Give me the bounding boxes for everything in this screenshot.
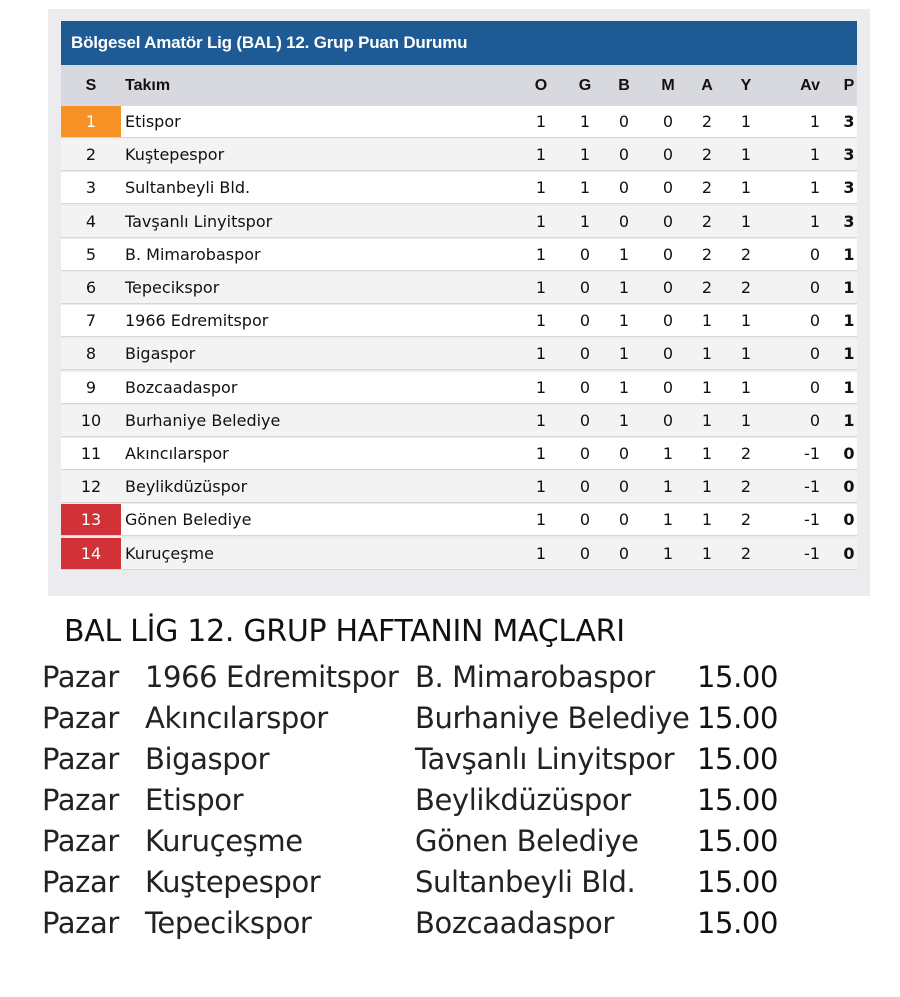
team-name: B. Mimarobaspor [125, 244, 261, 264]
goals-for-cell: 1 [701, 543, 713, 563]
lost-cell: 0 [662, 311, 674, 331]
points-cell: 1 [843, 311, 855, 331]
points-cell: 1 [843, 344, 855, 364]
lost-cell: 0 [662, 178, 674, 198]
lost-cell: 0 [662, 344, 674, 364]
col-header-goals-for: A [701, 77, 713, 94]
drawn-cell: 0 [618, 145, 630, 165]
table-row [61, 504, 857, 536]
match-row [0, 783, 900, 824]
won-cell: 1 [579, 145, 591, 165]
home-team: Kuruçeşme [145, 824, 303, 858]
goal-diff-cell: 1 [809, 211, 820, 231]
points-cell: 1 [843, 244, 855, 264]
table-row [61, 106, 857, 138]
goals-for-cell: 2 [701, 211, 713, 231]
home-team: Akıncılarspor [145, 701, 328, 735]
won-cell: 0 [579, 444, 591, 463]
match-day: Pazar [42, 783, 119, 817]
match-time: 15.00 [697, 742, 779, 776]
rank-cell: 5 [85, 244, 97, 264]
team-name: Sultanbeyli Bld. [125, 178, 251, 198]
goal-diff-cell: 0 [809, 344, 820, 364]
goal-diff-cell: -1 [804, 510, 820, 530]
goals-against-cell: 1 [740, 211, 752, 231]
goals-against-cell: 1 [740, 311, 752, 331]
goals-against-cell: 2 [740, 543, 752, 563]
goals-against-cell: 1 [740, 178, 752, 198]
match-time: 15.00 [697, 865, 779, 899]
goals-against-cell: 2 [740, 278, 752, 297]
won-cell: 0 [579, 278, 591, 297]
goals-against-cell: 1 [740, 410, 752, 430]
played-cell: 1 [535, 543, 547, 563]
won-cell: 0 [579, 311, 591, 331]
played-cell: 1 [535, 410, 547, 430]
home-team: Bigaspor [145, 742, 270, 776]
match-day: Pazar [42, 824, 119, 858]
points-cell: 3 [843, 178, 855, 198]
points-cell: 3 [843, 211, 855, 231]
goals-against-cell: 1 [740, 145, 752, 165]
away-team: Bozcaadaspor [415, 906, 614, 940]
points-cell: 0 [843, 543, 855, 563]
match-row [0, 701, 900, 742]
goals-for-cell: 2 [701, 278, 713, 297]
goals-against-cell: 2 [740, 477, 752, 497]
table-row [61, 338, 857, 370]
points-cell: 1 [843, 278, 855, 297]
rank-cell: 3 [85, 178, 97, 198]
drawn-cell: 1 [618, 377, 630, 397]
col-header-rank: S [85, 77, 97, 94]
lost-cell: 1 [662, 510, 674, 530]
points-cell: 0 [843, 477, 855, 497]
rank-cell: 4 [85, 211, 97, 231]
table-row [61, 172, 857, 204]
goal-diff-cell: 0 [809, 377, 820, 397]
rank-cell: 7 [85, 311, 97, 331]
drawn-cell: 0 [618, 112, 630, 131]
won-cell: 0 [579, 510, 591, 530]
goals-for-cell: 1 [701, 410, 713, 430]
drawn-cell: 0 [618, 543, 630, 563]
rank-cell: 12 [80, 477, 102, 497]
match-time: 15.00 [697, 701, 779, 735]
goals-against-cell: 1 [740, 112, 752, 131]
match-time: 15.00 [697, 660, 779, 694]
goals-against-cell: 2 [740, 244, 752, 264]
col-header-goals-against: Y [740, 77, 752, 94]
team-name: Bigaspor [125, 344, 196, 364]
points-cell: 1 [843, 410, 855, 430]
goal-diff-cell: 1 [809, 145, 820, 165]
drawn-cell: 0 [618, 211, 630, 231]
played-cell: 1 [535, 145, 547, 165]
match-time: 15.00 [697, 783, 779, 817]
col-header-won: G [578, 77, 592, 94]
match-row [0, 824, 900, 865]
played-cell: 1 [535, 311, 547, 331]
match-row [0, 660, 900, 701]
goals-for-cell: 1 [701, 344, 713, 364]
played-cell: 1 [535, 444, 547, 463]
table-row [61, 272, 857, 304]
match-row [0, 742, 900, 783]
table-row [61, 405, 857, 437]
won-cell: 0 [579, 543, 591, 563]
team-name: Tepecikspor [125, 278, 220, 297]
goal-diff-cell: 1 [809, 112, 820, 131]
drawn-cell: 0 [618, 178, 630, 198]
played-cell: 1 [535, 244, 547, 264]
col-header-team: Takım [125, 77, 171, 94]
played-cell: 1 [535, 278, 547, 297]
drawn-cell: 0 [618, 510, 630, 530]
won-cell: 0 [579, 244, 591, 264]
won-cell: 0 [579, 377, 591, 397]
lost-cell: 1 [662, 477, 674, 497]
lost-cell: 0 [662, 145, 674, 165]
goals-against-cell: 1 [740, 344, 752, 364]
match-row [0, 906, 900, 947]
goal-diff-cell: 0 [809, 244, 820, 264]
away-team: B. Mimarobaspor [415, 660, 655, 694]
goal-diff-cell: 0 [809, 410, 820, 430]
goals-for-cell: 1 [701, 510, 713, 530]
team-name: Beylikdüzüspor [125, 477, 248, 497]
match-day: Pazar [42, 660, 119, 694]
drawn-cell: 1 [618, 344, 630, 364]
lost-cell: 0 [662, 244, 674, 264]
table-row [61, 305, 857, 337]
table-row [61, 471, 857, 503]
rank-cell: 1 [61, 106, 121, 137]
goals-for-cell: 2 [701, 145, 713, 165]
team-name: Burhaniye Belediye [125, 410, 281, 430]
table-row [61, 139, 857, 171]
won-cell: 0 [579, 410, 591, 430]
lost-cell: 0 [662, 377, 674, 397]
match-row [0, 865, 900, 906]
played-cell: 1 [535, 344, 547, 364]
drawn-cell: 0 [618, 444, 630, 463]
goals-for-cell: 2 [701, 178, 713, 198]
goals-for-cell: 1 [701, 377, 713, 397]
team-name: Gönen Belediye [125, 510, 252, 530]
table-row [61, 372, 857, 404]
goal-diff-cell: 0 [809, 278, 820, 297]
col-header-points: P [843, 77, 855, 94]
played-cell: 1 [535, 377, 547, 397]
table-row [61, 538, 857, 570]
goals-for-cell: 1 [701, 444, 713, 463]
lost-cell: 0 [662, 410, 674, 430]
goals-against-cell: 2 [740, 510, 752, 530]
team-name: 1966 Edremitspor [125, 311, 269, 331]
rank-cell: 8 [85, 344, 97, 364]
match-day: Pazar [42, 906, 119, 940]
match-time: 15.00 [697, 824, 779, 858]
played-cell: 1 [535, 178, 547, 198]
col-header-played: O [534, 77, 548, 94]
drawn-cell: 1 [618, 244, 630, 264]
won-cell: 1 [579, 178, 591, 198]
points-cell: 0 [843, 510, 855, 530]
drawn-cell: 1 [618, 410, 630, 430]
schedule-title: BAL LİG 12. GRUP HAFTANIN MAÇLARI [64, 614, 625, 649]
won-cell: 1 [579, 211, 591, 231]
points-cell: 3 [843, 112, 855, 131]
match-day: Pazar [42, 701, 119, 735]
away-team: Beylikdüzüspor [415, 783, 631, 817]
lost-cell: 1 [662, 444, 674, 463]
home-team: Etispor [145, 783, 244, 817]
played-cell: 1 [535, 211, 547, 231]
won-cell: 0 [579, 344, 591, 364]
home-team: Kuştepespor [145, 865, 321, 899]
match-time: 15.00 [697, 906, 779, 940]
goals-against-cell: 2 [740, 444, 752, 463]
rank-cell: 9 [85, 377, 97, 397]
away-team: Tavşanlı Linyitspor [415, 742, 675, 776]
points-cell: 3 [843, 145, 855, 165]
lost-cell: 0 [662, 112, 674, 131]
team-name: Kuştepespor [125, 145, 225, 165]
table-row [61, 438, 857, 470]
goal-diff-cell: -1 [804, 444, 820, 463]
home-team: Tepecikspor [145, 906, 312, 940]
played-cell: 1 [535, 112, 547, 131]
home-team: 1966 Edremitspor [145, 660, 399, 694]
lost-cell: 1 [662, 543, 674, 563]
goals-for-cell: 1 [701, 477, 713, 497]
team-name: Tavşanlı Linyitspor [125, 211, 273, 231]
away-team: Sultanbeyli Bld. [415, 865, 636, 899]
played-cell: 1 [535, 510, 547, 530]
rank-cell: 2 [85, 145, 97, 165]
goals-for-cell: 2 [701, 112, 713, 131]
table-row [61, 206, 857, 238]
goal-diff-cell: 1 [809, 178, 820, 198]
rank-cell: 11 [80, 444, 102, 463]
rank-cell: 6 [85, 278, 97, 297]
team-name: Etispor [125, 112, 181, 131]
rank-cell: 10 [80, 410, 102, 430]
match-day: Pazar [42, 865, 119, 899]
team-name: Bozcaadaspor [125, 377, 238, 397]
team-name: Kuruçeşme [125, 543, 214, 563]
col-header-drawn: B [618, 77, 630, 94]
away-team: Burhaniye Belediye [415, 701, 690, 735]
table-row [61, 239, 857, 271]
standings-title: Bölgesel Amatör Lig (BAL) 12. Grup Puan Durumu [61, 21, 857, 65]
col-header-goal-diff: Av [800, 77, 820, 94]
rank-cell: 13 [61, 504, 121, 535]
played-cell: 1 [535, 477, 547, 497]
lost-cell: 0 [662, 278, 674, 297]
goals-against-cell: 1 [740, 377, 752, 397]
drawn-cell: 1 [618, 311, 630, 331]
goals-for-cell: 1 [701, 311, 713, 331]
goal-diff-cell: -1 [804, 477, 820, 497]
points-cell: 1 [843, 377, 855, 397]
goal-diff-cell: -1 [804, 543, 820, 563]
drawn-cell: 1 [618, 278, 630, 297]
won-cell: 1 [579, 112, 591, 131]
won-cell: 0 [579, 477, 591, 497]
points-cell: 0 [843, 444, 855, 463]
col-header-lost: M [661, 77, 675, 94]
team-name: Akıncılarspor [125, 444, 229, 463]
standings-column-header [61, 65, 857, 106]
away-team: Gönen Belediye [415, 824, 639, 858]
goals-for-cell: 2 [701, 244, 713, 264]
lost-cell: 0 [662, 211, 674, 231]
drawn-cell: 0 [618, 477, 630, 497]
rank-cell: 14 [61, 538, 121, 569]
goal-diff-cell: 0 [809, 311, 820, 331]
match-day: Pazar [42, 742, 119, 776]
